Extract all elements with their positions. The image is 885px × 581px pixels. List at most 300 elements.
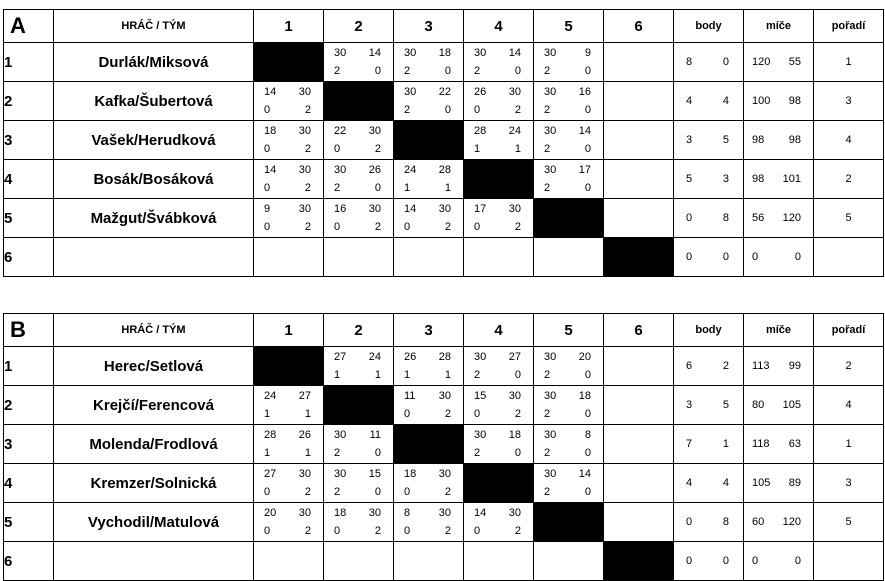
body-won: 4 — [686, 477, 693, 489]
team-name: Herec/Setlová — [54, 347, 254, 386]
body-pair — [674, 477, 743, 489]
mice-scored: 0 — [752, 555, 759, 567]
mice-pair — [744, 251, 813, 263]
match-cell — [394, 160, 464, 199]
row-number: 3 — [4, 121, 54, 160]
points-for: 2 — [334, 486, 341, 498]
table-row — [4, 503, 884, 542]
mice-conceded: 63 — [788, 438, 801, 450]
mice-pair — [744, 134, 813, 146]
mice-cell — [744, 43, 814, 82]
match-score — [324, 347, 393, 385]
header-opponent-2: 2 — [324, 314, 394, 347]
body-lost: 0 — [722, 555, 729, 567]
team-name: Durlák/Miksová — [54, 43, 254, 82]
points-against: 0 — [584, 486, 591, 498]
header-opponent-4: 4 — [464, 10, 534, 43]
group-letter: A — [4, 10, 54, 43]
points-for: 0 — [264, 104, 271, 116]
points-against: 0 — [584, 369, 591, 381]
score-against: 24 — [368, 351, 381, 363]
score-for: 26 — [404, 351, 417, 363]
body-pair — [674, 438, 743, 450]
row-number: 4 — [4, 160, 54, 199]
match-cell — [324, 160, 394, 199]
score-against: 14 — [508, 47, 521, 59]
score-against: 30 — [508, 86, 521, 98]
header-opponent-2: 2 — [324, 10, 394, 43]
points-for: 2 — [544, 369, 551, 381]
team-name: Kafka/Šubertová — [54, 82, 254, 121]
points-for: 2 — [334, 65, 341, 77]
body-cell — [674, 199, 744, 238]
match-score — [464, 386, 533, 424]
points-for: 0 — [404, 486, 411, 498]
points-against: 0 — [584, 408, 591, 420]
score-against: 18 — [438, 47, 451, 59]
mice-pair — [744, 438, 813, 450]
score-for: 30 — [544, 86, 557, 98]
match-cell — [534, 347, 604, 386]
body-cell — [674, 82, 744, 121]
score-for: 30 — [544, 164, 557, 176]
mice-conceded: 120 — [782, 212, 801, 224]
points-against: 2 — [514, 221, 521, 233]
points-against: 0 — [584, 143, 591, 155]
rank-cell: 2 — [814, 160, 884, 199]
match-cell — [324, 199, 394, 238]
row-number: 2 — [4, 386, 54, 425]
header-player-team: HRÁČ / TÝM — [54, 10, 254, 43]
match-cell — [254, 121, 324, 160]
match-score — [324, 425, 393, 463]
points-against: 2 — [514, 408, 521, 420]
points-against: 2 — [304, 486, 311, 498]
self-match-cell — [324, 386, 394, 425]
body-won: 3 — [686, 399, 693, 411]
mice-conceded: 120 — [782, 516, 801, 528]
score-against: 26 — [298, 429, 311, 441]
match-score — [254, 121, 323, 159]
points-against: 2 — [444, 408, 451, 420]
mice-scored: 0 — [752, 251, 759, 263]
score-against: 24 — [508, 125, 521, 137]
header-poradi: pořadí — [814, 314, 884, 347]
points-against: 0 — [374, 65, 381, 77]
match-cell — [254, 386, 324, 425]
mice-cell — [744, 503, 814, 542]
points-against: 0 — [444, 104, 451, 116]
points-for: 0 — [474, 408, 481, 420]
score-for: 18 — [404, 468, 417, 480]
points-against: 2 — [444, 486, 451, 498]
points-against: 0 — [584, 65, 591, 77]
score-against: 28 — [438, 164, 451, 176]
score-for: 27 — [264, 468, 277, 480]
score-for: 30 — [544, 429, 557, 441]
mice-pair — [744, 360, 813, 372]
match-cell — [604, 43, 674, 82]
score-against: 30 — [438, 468, 451, 480]
body-lost: 1 — [722, 438, 729, 450]
score-for: 30 — [544, 390, 557, 402]
match-cell — [534, 542, 604, 581]
points-against: 2 — [514, 104, 521, 116]
match-cell — [604, 82, 674, 121]
score-against: 9 — [584, 47, 591, 59]
match-cell — [254, 199, 324, 238]
header-opponent-3: 3 — [394, 10, 464, 43]
score-for: 9 — [264, 203, 271, 215]
match-cell — [254, 160, 324, 199]
score-for: 30 — [474, 351, 487, 363]
body-lost: 0 — [722, 56, 729, 68]
table-row — [4, 425, 884, 464]
body-won: 7 — [686, 438, 693, 450]
points-against: 0 — [514, 65, 521, 77]
score-against: 30 — [298, 86, 311, 98]
rank-cell: 1 — [814, 425, 884, 464]
score-for: 14 — [264, 86, 277, 98]
header-opponent-3: 3 — [394, 314, 464, 347]
mice-scored: 60 — [752, 516, 765, 528]
rank-cell: 4 — [814, 386, 884, 425]
match-cell — [324, 542, 394, 581]
match-cell — [254, 238, 324, 277]
score-for: 18 — [264, 125, 277, 137]
team-name: Mažgut/Švábková — [54, 199, 254, 238]
score-for: 18 — [334, 507, 347, 519]
self-match-cell — [394, 121, 464, 160]
match-score — [254, 160, 323, 198]
points-for: 0 — [334, 221, 341, 233]
body-cell — [674, 464, 744, 503]
match-score — [324, 199, 393, 237]
match-cell — [254, 464, 324, 503]
score-against: 28 — [438, 351, 451, 363]
points-for: 1 — [404, 182, 411, 194]
match-score — [464, 43, 533, 81]
score-for: 30 — [334, 47, 347, 59]
match-cell — [534, 425, 604, 464]
table-row — [4, 347, 884, 386]
points-against: 2 — [304, 221, 311, 233]
points-for: 2 — [544, 182, 551, 194]
row-number: 3 — [4, 425, 54, 464]
score-against: 15 — [368, 468, 381, 480]
score-for: 15 — [474, 390, 487, 402]
body-pair — [674, 555, 743, 567]
score-for: 11 — [404, 390, 416, 402]
mice-conceded: 105 — [782, 399, 801, 411]
match-cell — [394, 503, 464, 542]
body-won: 6 — [686, 360, 693, 372]
points-against: 2 — [444, 221, 451, 233]
match-score — [464, 425, 533, 463]
body-lost: 8 — [722, 212, 729, 224]
row-number: 4 — [4, 464, 54, 503]
points-against: 0 — [514, 369, 521, 381]
points-for: 0 — [264, 182, 271, 194]
points-for: 2 — [544, 104, 551, 116]
rank-cell: 2 — [814, 347, 884, 386]
header-poradi: pořadí — [814, 10, 884, 43]
mice-scored: 118 — [752, 438, 770, 450]
score-for: 30 — [544, 125, 557, 137]
points-for: 1 — [474, 143, 481, 155]
team-name: Vychodil/Matulová — [54, 503, 254, 542]
mice-cell — [744, 121, 814, 160]
body-cell — [674, 238, 744, 277]
mice-conceded: 0 — [794, 555, 801, 567]
match-cell — [464, 238, 534, 277]
table-row — [4, 82, 884, 121]
match-cell — [324, 121, 394, 160]
points-against: 2 — [304, 143, 311, 155]
body-cell — [674, 160, 744, 199]
rank-cell: 1 — [814, 43, 884, 82]
mice-scored: 56 — [752, 212, 765, 224]
mice-pair — [744, 95, 813, 107]
score-against: 8 — [584, 429, 591, 441]
points-for: 2 — [544, 486, 551, 498]
group-letter: B — [4, 314, 54, 347]
points-for: 2 — [544, 447, 551, 459]
score-against: 30 — [298, 203, 311, 215]
score-for: 24 — [264, 390, 277, 402]
match-cell — [534, 121, 604, 160]
score-for: 30 — [544, 47, 557, 59]
score-for: 14 — [264, 164, 277, 176]
match-cell — [534, 386, 604, 425]
self-match-cell — [534, 199, 604, 238]
table-row — [4, 542, 884, 581]
match-cell — [464, 347, 534, 386]
score-against: 30 — [298, 468, 311, 480]
team-name: Kremzer/Solnická — [54, 464, 254, 503]
score-for: 28 — [474, 125, 487, 137]
body-cell — [674, 425, 744, 464]
points-for: 1 — [264, 408, 271, 420]
rank-cell: 5 — [814, 199, 884, 238]
body-cell — [674, 43, 744, 82]
match-score — [534, 121, 603, 159]
body-lost: 8 — [722, 516, 729, 528]
score-for: 30 — [404, 86, 417, 98]
match-score — [394, 199, 463, 237]
points-for: 2 — [404, 65, 411, 77]
score-against: 14 — [578, 468, 591, 480]
header-opponent-1: 1 — [254, 10, 324, 43]
score-against: 14 — [368, 47, 381, 59]
match-score — [324, 464, 393, 502]
score-for: 26 — [474, 86, 487, 98]
match-cell — [394, 43, 464, 82]
table-row — [4, 464, 884, 503]
score-against: 20 — [578, 351, 591, 363]
header-opponent-5: 5 — [534, 314, 604, 347]
self-match-cell — [254, 43, 324, 82]
points-for: 0 — [474, 104, 481, 116]
match-cell — [324, 43, 394, 82]
match-cell — [604, 386, 674, 425]
points-against: 2 — [444, 525, 451, 537]
score-for: 30 — [544, 468, 557, 480]
match-cell — [534, 238, 604, 277]
match-cell — [464, 82, 534, 121]
header-opponent-5: 5 — [534, 10, 604, 43]
mice-cell — [744, 160, 814, 199]
match-score — [324, 43, 393, 81]
score-against: 30 — [368, 507, 381, 519]
score-for: 30 — [474, 47, 487, 59]
points-against: 2 — [374, 525, 381, 537]
header-row — [4, 314, 884, 347]
match-cell — [394, 347, 464, 386]
points-against: 0 — [444, 65, 451, 77]
row-number: 2 — [4, 82, 54, 121]
mice-pair — [744, 555, 813, 567]
points-for: 2 — [404, 104, 411, 116]
score-against: 16 — [578, 86, 591, 98]
table-row — [4, 386, 884, 425]
body-cell — [674, 503, 744, 542]
body-lost: 4 — [722, 95, 729, 107]
team-name — [54, 542, 254, 581]
header-mice: míče — [744, 10, 814, 43]
match-cell — [254, 503, 324, 542]
self-match-cell — [464, 464, 534, 503]
mice-scored: 98 — [752, 173, 765, 185]
score-for: 30 — [544, 351, 557, 363]
body-won: 0 — [686, 251, 693, 263]
mice-cell — [744, 542, 814, 581]
match-score — [254, 82, 323, 120]
mice-pair — [744, 56, 813, 68]
match-score — [254, 503, 323, 541]
score-against: 30 — [298, 164, 311, 176]
body-won: 3 — [686, 134, 693, 146]
mice-cell — [744, 464, 814, 503]
body-pair — [674, 251, 743, 263]
score-against: 22 — [438, 86, 451, 98]
match-cell — [464, 503, 534, 542]
points-against: 0 — [584, 182, 591, 194]
points-for: 0 — [474, 525, 481, 537]
points-against: 1 — [444, 182, 451, 194]
team-name: Molenda/Frodlová — [54, 425, 254, 464]
match-cell — [394, 386, 464, 425]
match-cell — [534, 82, 604, 121]
mice-scored: 100 — [752, 95, 771, 107]
score-against: 30 — [298, 507, 311, 519]
match-cell — [464, 386, 534, 425]
match-score — [394, 464, 463, 502]
mice-cell — [744, 82, 814, 121]
match-cell — [534, 43, 604, 82]
mice-conceded: 99 — [788, 360, 801, 372]
score-against: 30 — [368, 203, 381, 215]
match-score — [464, 82, 533, 120]
match-cell — [254, 82, 324, 121]
header-body: body — [674, 10, 744, 43]
points-for: 2 — [474, 369, 481, 381]
match-score — [394, 386, 463, 424]
score-for: 24 — [404, 164, 417, 176]
mice-scored: 80 — [752, 399, 765, 411]
body-lost: 0 — [722, 251, 729, 263]
group-b-table — [3, 313, 884, 581]
mice-conceded: 98 — [788, 134, 801, 146]
score-against: 26 — [368, 164, 381, 176]
table-row — [4, 238, 884, 277]
body-won: 8 — [686, 56, 693, 68]
team-name — [54, 238, 254, 277]
body-pair — [674, 516, 743, 528]
match-score — [394, 160, 463, 198]
rank-cell: 4 — [814, 121, 884, 160]
mice-scored: 105 — [752, 477, 771, 489]
match-cell — [324, 425, 394, 464]
match-score — [324, 121, 393, 159]
match-cell — [464, 199, 534, 238]
score-for: 14 — [474, 507, 487, 519]
match-cell — [464, 542, 534, 581]
match-score — [394, 43, 463, 81]
group-a-table — [3, 9, 884, 277]
self-match-cell — [604, 542, 674, 581]
mice-pair — [744, 477, 813, 489]
score-for: 14 — [404, 203, 417, 215]
row-number: 1 — [4, 347, 54, 386]
score-for: 20 — [264, 507, 277, 519]
body-cell — [674, 542, 744, 581]
score-against: 30 — [298, 125, 311, 137]
match-score — [324, 160, 393, 198]
points-for: 0 — [404, 221, 411, 233]
match-cell — [324, 347, 394, 386]
mice-scored: 113 — [752, 360, 770, 372]
self-match-cell — [254, 347, 324, 386]
team-name: Bosák/Bosáková — [54, 160, 254, 199]
points-against: 2 — [304, 182, 311, 194]
mice-conceded: 89 — [788, 477, 801, 489]
mice-scored: 98 — [752, 134, 765, 146]
score-against: 30 — [438, 507, 451, 519]
match-cell — [254, 425, 324, 464]
match-score — [394, 82, 463, 120]
score-against: 11 — [369, 429, 381, 441]
row-number: 5 — [4, 199, 54, 238]
points-for: 2 — [544, 408, 551, 420]
mice-cell — [744, 347, 814, 386]
points-for: 0 — [334, 143, 341, 155]
header-opponent-6: 6 — [604, 314, 674, 347]
team-name: Krejčí/Ferencová — [54, 386, 254, 425]
points-against: 1 — [514, 143, 521, 155]
points-for: 2 — [334, 447, 341, 459]
table-row — [4, 43, 884, 82]
points-against: 2 — [304, 104, 311, 116]
mice-cell — [744, 238, 814, 277]
match-cell — [324, 238, 394, 277]
mice-conceded: 98 — [788, 95, 801, 107]
rank-cell — [814, 238, 884, 277]
score-for: 30 — [334, 164, 347, 176]
mice-pair — [744, 516, 813, 528]
row-number: 1 — [4, 43, 54, 82]
score-for: 30 — [474, 429, 487, 441]
